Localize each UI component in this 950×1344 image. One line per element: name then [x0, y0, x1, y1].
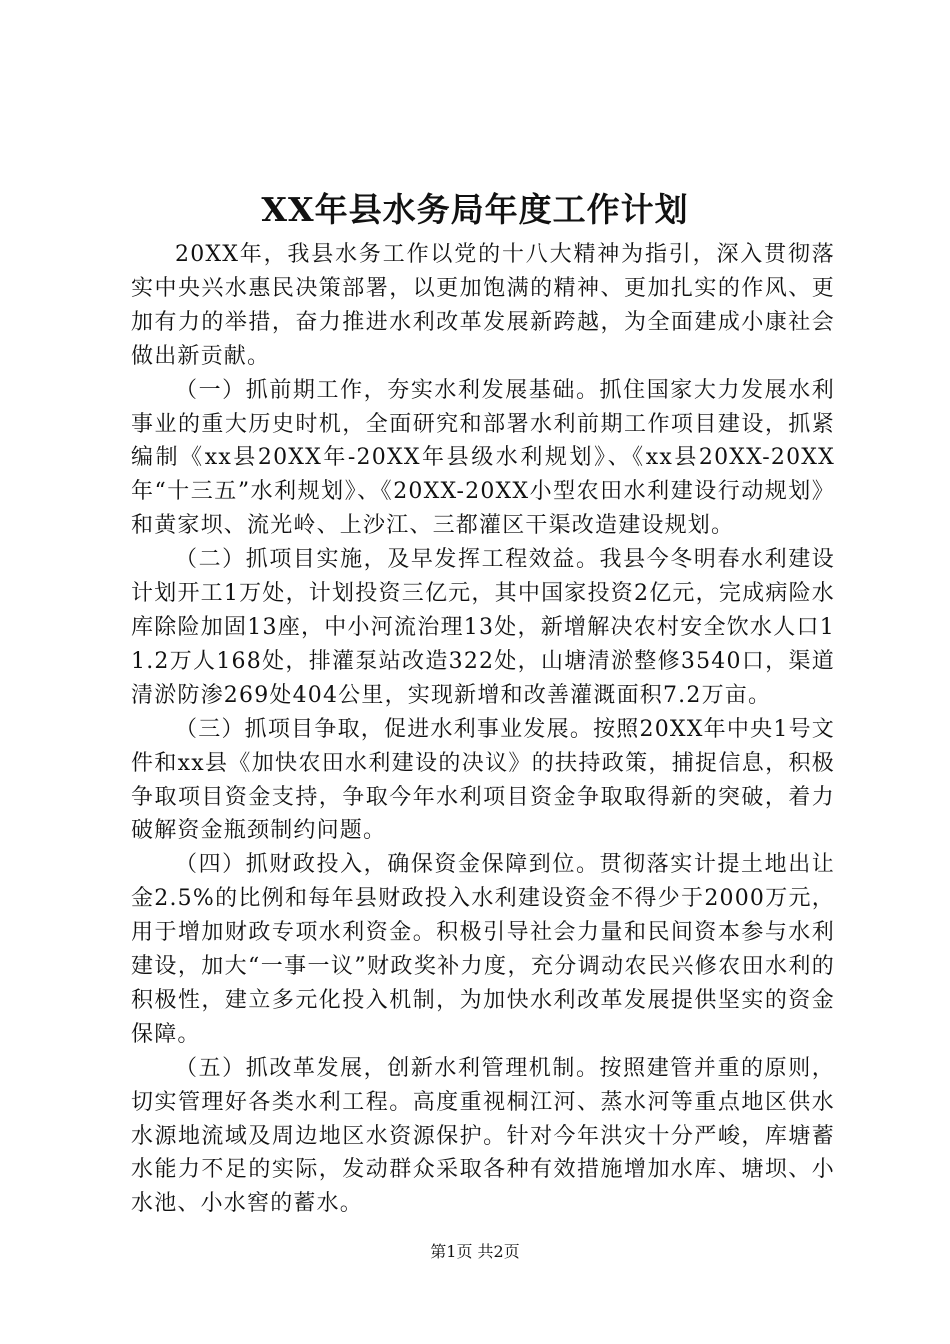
document-body — [131, 238, 835, 1221]
page-footer: 第1页 共2页 — [430, 1242, 520, 1261]
document-title: XX年县水务局年度工作计划 — [261, 190, 689, 229]
section-4-paragraph: （四）抓财政投入，确保资金保障到位。贯彻落实计提土地出让金2.5%的比例和每年县财政投入水利建设资金不得少于2000万元，用于增加财政专项水利资金。积极引导社会力量和民间资本参与水利建设，加大“一事一议”财政奖补力度，充分调动农民兴修农田水利的积极性，建立多元化投入机制，为加快水利改革发展提供坚实的资金保障。 — [131, 852, 835, 1047]
intro-paragraph: 20XX年，我县水务工作以党的十八大精神为指引，深入贯彻落实中央兴水惠民决策部署，以更加饱满的精神、更加扎实的作风、更加有力的举措，奋力推进水利改革发展新跨越，为全面建成小康社会做出新贡献。 — [131, 242, 835, 369]
section-5-paragraph: （五）抓改革发展，创新水利管理机制。按照建管并重的原则，切实管理好各类水利工程。高度重视桐江河、蒸水河等重点地区供水水源地流域及周边地区水资源保护。针对今年洪灾十分严峻，库塘蓄水能力不足的实际，发动群众采取各种有效措施增加水库、塘坝、小水池、小水窖的蓄水。 — [131, 1055, 835, 1217]
section-1-paragraph: （一）抓前期工作，夯实水利发展基础。抓住国家大力发展水利事业的重大历史时机，全面研究和部署水利前期工作项目建设，抓紧编制《xx县20XX年-20XX年县级水利规划》、《xx县20XX-20XX年“十三五”水利规划》、《20XX-20XX小型农田水利建设行动规划》和黄家坝、流光岭、上沙江、三都灌区干渠改造建设规划。 — [131, 377, 835, 539]
section-3-paragraph: （三）抓项目争取，促进水利事业发展。按照20XX年中央1号文件和xx县《加快农田水利建设的决议》的扶持政策，捕捉信息，积极争取项目资金支持，争取今年水利项目资金争取取得新的突破，着力破解资金瓶颈制约问题。 — [131, 716, 835, 844]
section-2-paragraph: （二）抓项目实施，及早发挥工程效益。我县今冬明春水利建设计划开工1万处，计划投资三亿元，其中国家投资2亿元，完成病险水库除险加固13座，中小河流治理13处，新增解决农村安全饮水人口11.2万人168处，排灌泵站改造322处，山塘清淤整修3540口，渠道清淤防渗269处404公里，实现新增和改善灌溉面积7.2万亩。 — [131, 547, 835, 708]
